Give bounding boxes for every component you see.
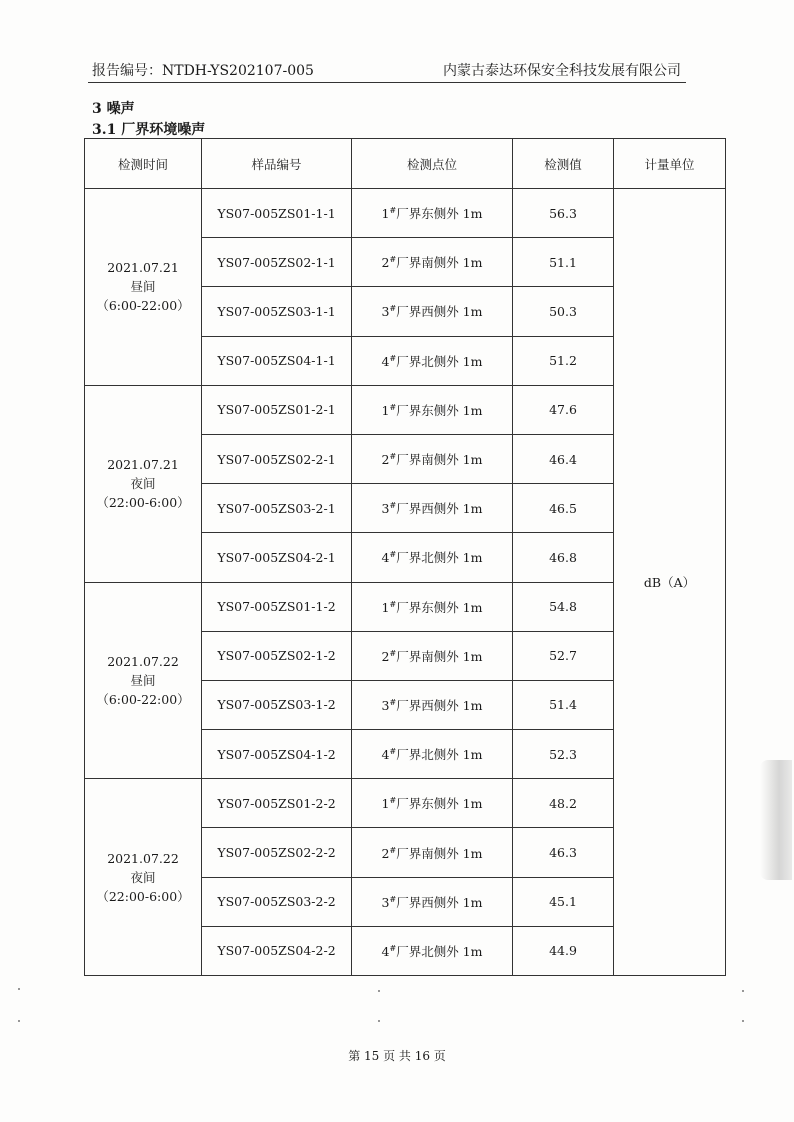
value-cell: 51.4 xyxy=(513,680,614,729)
scan-speck xyxy=(18,1020,20,1022)
value-cell: 56.3 xyxy=(513,189,614,238)
point-location: 厂界南侧外 1m xyxy=(396,845,483,861)
hash-mark: # xyxy=(389,550,397,560)
point-location: 厂界西侧外 1m xyxy=(396,304,483,320)
table-body xyxy=(85,189,726,976)
point-number: 4 xyxy=(381,353,390,369)
value-cell: 46.4 xyxy=(513,434,614,483)
sample-id-cell: YS07-005ZS03-2-2 xyxy=(202,877,352,926)
point-number: 4 xyxy=(381,550,390,566)
sample-id-cell: YS07-005ZS03-1-1 xyxy=(202,287,352,336)
noise-table xyxy=(84,138,726,976)
point-location: 厂界东侧外 1m xyxy=(396,402,483,418)
value-cell: 52.7 xyxy=(513,631,614,680)
hash-mark: # xyxy=(389,501,397,511)
value-cell: 48.2 xyxy=(513,779,614,828)
period-range: （22:00-6:00） xyxy=(96,888,190,904)
hash-mark: # xyxy=(389,304,397,314)
point-number: 3 xyxy=(381,304,390,320)
scan-speck xyxy=(742,990,744,992)
point-number: 2 xyxy=(381,845,390,861)
hash-mark: # xyxy=(389,697,397,707)
point-location: 厂界南侧外 1m xyxy=(396,452,483,468)
value-cell: 52.3 xyxy=(513,730,614,779)
point-location: 厂界南侧外 1m xyxy=(396,648,483,664)
location-cell xyxy=(352,631,513,680)
location-cell xyxy=(352,189,513,238)
scan-speck xyxy=(742,1020,744,1022)
value-cell: 46.5 xyxy=(513,484,614,533)
value-cell: 45.1 xyxy=(513,877,614,926)
sample-id-cell: YS07-005ZS01-2-1 xyxy=(202,385,352,434)
point-number: 1 xyxy=(381,402,390,418)
hash-mark: # xyxy=(389,599,397,609)
point-location: 厂界东侧外 1m xyxy=(396,599,483,615)
sample-id-cell: YS07-005ZS01-1-2 xyxy=(202,582,352,631)
point-location: 厂界西侧外 1m xyxy=(396,501,483,517)
table-header-row xyxy=(85,139,726,189)
scan-speck xyxy=(378,1020,380,1022)
location-cell xyxy=(352,828,513,877)
period-range: （22:00-6:00） xyxy=(96,495,190,511)
period-range: （6:00-22:00） xyxy=(96,691,190,707)
hash-mark: # xyxy=(389,648,397,658)
period-period: 夜间 xyxy=(130,869,156,885)
hash-mark: # xyxy=(389,894,397,904)
sample-id-cell: YS07-005ZS01-1-1 xyxy=(202,189,352,238)
point-location: 厂界东侧外 1m xyxy=(396,796,483,812)
value-cell: 44.9 xyxy=(513,926,614,975)
sample-id-cell: YS07-005ZS02-1-1 xyxy=(202,238,352,287)
value-cell: 51.2 xyxy=(513,336,614,385)
location-cell xyxy=(352,336,513,385)
hash-mark: # xyxy=(389,747,397,756)
location-cell xyxy=(352,582,513,631)
sample-id-cell: YS07-005ZS02-2-2 xyxy=(202,828,352,877)
value-cell: 51.1 xyxy=(513,238,614,287)
point-location: 厂界北侧外 1m xyxy=(396,747,483,763)
date-period-cell xyxy=(85,189,202,386)
value-cell: 47.6 xyxy=(513,385,614,434)
sample-id-cell: YS07-005ZS03-1-2 xyxy=(202,680,352,729)
point-location: 厂界西侧外 1m xyxy=(396,697,483,713)
scan-speck xyxy=(18,988,20,990)
column-header: 样品编号 xyxy=(202,139,352,189)
table-row xyxy=(85,189,726,238)
sample-id-cell: YS07-005ZS04-2-1 xyxy=(202,533,352,582)
hash-mark: # xyxy=(389,205,397,215)
point-location: 厂界北侧外 1m xyxy=(396,550,483,566)
scan-speck xyxy=(378,990,380,992)
point-number: 2 xyxy=(381,255,390,271)
sample-id-cell: YS07-005ZS04-2-2 xyxy=(202,926,352,975)
point-number: 3 xyxy=(381,697,390,713)
value-cell: 54.8 xyxy=(513,582,614,631)
location-cell xyxy=(352,877,513,926)
date-period-cell xyxy=(85,779,202,976)
point-number: 1 xyxy=(381,796,390,812)
location-cell xyxy=(352,533,513,582)
date-period-cell xyxy=(85,582,202,779)
hash-mark: # xyxy=(389,845,397,855)
point-number: 4 xyxy=(381,747,390,763)
period-range: （6:00-22:00） xyxy=(96,298,190,314)
location-cell xyxy=(352,434,513,483)
period-date: 2021.07.22 xyxy=(107,850,179,866)
value-cell: 46.8 xyxy=(513,533,614,582)
hash-mark: # xyxy=(389,353,397,363)
value-cell: 50.3 xyxy=(513,287,614,336)
location-cell xyxy=(352,238,513,287)
point-number: 4 xyxy=(381,943,390,959)
location-cell xyxy=(352,287,513,336)
column-header: 检测点位 xyxy=(352,139,513,189)
location-cell xyxy=(352,730,513,779)
page-number: 第 15 页 共 16 页 xyxy=(348,1049,446,1063)
column-header: 检测时间 xyxy=(85,139,202,189)
point-number: 1 xyxy=(381,206,390,222)
point-location: 厂界北侧外 1m xyxy=(396,943,483,959)
period-date: 2021.07.21 xyxy=(107,260,179,276)
hash-mark: # xyxy=(389,255,397,265)
section-subtitle: 3.1 厂界环境噪声 xyxy=(92,122,206,138)
period-period: 昼间 xyxy=(130,279,156,295)
period-date: 2021.07.22 xyxy=(107,653,179,669)
unit-cell: dB（A） xyxy=(614,189,726,976)
sample-id-cell: YS07-005ZS03-2-1 xyxy=(202,484,352,533)
sample-id-cell: YS07-005ZS02-1-2 xyxy=(202,631,352,680)
section-title: 3 噪声 xyxy=(92,101,135,117)
company-name: 内蒙古泰达环保安全科技发展有限公司 xyxy=(443,63,681,79)
point-number: 3 xyxy=(381,501,390,517)
location-cell xyxy=(352,385,513,434)
header-divider xyxy=(88,82,686,83)
point-location: 厂界东侧外 1m xyxy=(396,206,483,222)
sample-id-cell: YS07-005ZS04-1-1 xyxy=(202,336,352,385)
hash-mark: # xyxy=(389,943,397,953)
period-date: 2021.07.21 xyxy=(107,457,179,473)
hash-mark: # xyxy=(389,402,397,412)
date-period-cell xyxy=(85,385,202,582)
sample-id-cell: YS07-005ZS04-1-2 xyxy=(202,730,352,779)
point-number: 2 xyxy=(381,648,390,664)
period-period: 夜间 xyxy=(130,476,156,492)
report-number: 报告编号：NTDH-YS202107-005 xyxy=(92,63,314,79)
column-header: 检测值 xyxy=(513,139,614,189)
value-cell: 46.3 xyxy=(513,828,614,877)
column-header: 计量单位 xyxy=(614,139,726,189)
sample-id-cell: YS07-005ZS01-2-2 xyxy=(202,779,352,828)
location-cell xyxy=(352,926,513,975)
point-number: 2 xyxy=(381,452,390,468)
sample-id-cell: YS07-005ZS02-2-1 xyxy=(202,434,352,483)
location-cell xyxy=(352,680,513,729)
period-period: 昼间 xyxy=(130,672,156,688)
point-number: 1 xyxy=(381,599,390,615)
edge-seal-stamp xyxy=(760,760,792,880)
location-cell xyxy=(352,779,513,828)
point-location: 厂界西侧外 1m xyxy=(396,894,483,910)
location-cell xyxy=(352,484,513,533)
point-location: 厂界北侧外 1m xyxy=(396,353,483,369)
point-location: 厂界南侧外 1m xyxy=(396,255,483,271)
hash-mark: # xyxy=(389,796,397,806)
point-number: 3 xyxy=(381,894,390,910)
hash-mark: # xyxy=(389,451,397,461)
